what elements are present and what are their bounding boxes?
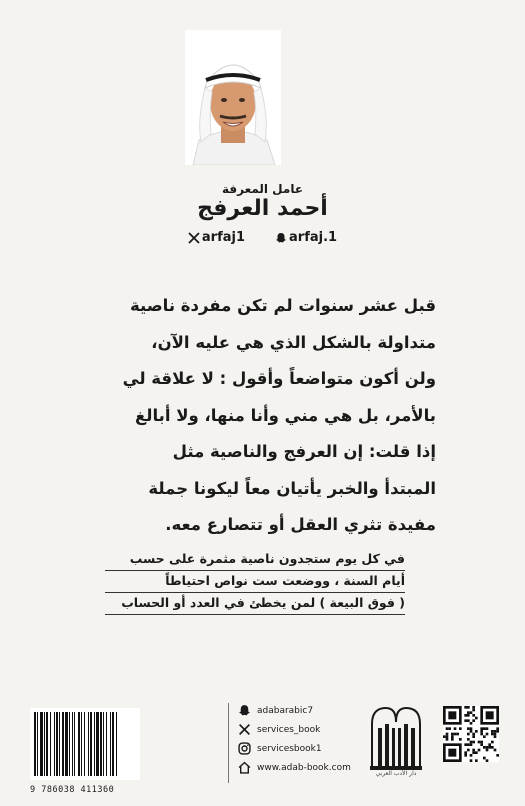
note-line: في كل يوم ستجدون ناصية مثمرة على حسب <box>129 551 405 566</box>
footer-divider <box>228 703 229 783</box>
author-title: عامل المعرفة <box>221 182 304 196</box>
author-portrait-illustration <box>185 30 281 165</box>
qr-code-pattern <box>443 706 499 762</box>
note-underline <box>105 592 405 593</box>
blurb-line: قبل عشر سنوات لم تكن مفردة ناصية <box>129 296 436 315</box>
x-handle-text: arfaj1 <box>201 230 246 245</box>
contact-instagram[interactable] <box>238 739 351 758</box>
home-icon <box>238 761 251 774</box>
x-handle[interactable] <box>188 230 245 245</box>
contact-snapchat[interactable] <box>238 701 351 720</box>
note-underline <box>105 614 405 615</box>
contact-x-text: services_book <box>257 724 321 735</box>
publisher-logo <box>366 702 426 774</box>
publisher-name: دار الأدب العربي <box>375 770 417 777</box>
instagram-icon <box>238 742 251 755</box>
publisher-contacts <box>238 701 351 777</box>
x-logo-icon <box>238 723 251 736</box>
blurb-line: إذا قلت: إن العرفج والناصية مثل <box>172 442 436 461</box>
author-social-handles <box>0 230 525 245</box>
contact-instagram-text: servicesbook1 <box>257 743 322 754</box>
back-cover-blurb <box>90 288 436 544</box>
blurb-line: مفيدة تثري العقل أو تتصارع معه. <box>165 515 436 534</box>
author-name: أحمد العرفج <box>197 196 328 221</box>
barcode <box>30 708 140 780</box>
isbn-barcode <box>30 708 140 780</box>
qr-code[interactable] <box>443 706 499 762</box>
book-note <box>105 548 405 614</box>
snapchat-icon <box>238 704 251 717</box>
blurb-line: متداولة بالشكل الذي هي عليه الآن، <box>151 332 436 352</box>
contact-website-text: www.adab-book.com <box>257 762 351 773</box>
isbn-number: 9 786038 411360 <box>30 785 115 795</box>
blurb-line: ولن أكون متواضعاً وأقول : لا علاقة لي <box>122 369 436 388</box>
snapchat-icon <box>275 232 287 244</box>
note-line: ( فوق البيعة ) لمن يخطئ في العدد أو الحساب <box>121 595 405 610</box>
blurb-line: المبتدأ والخبر يأتيان معاً ليكونا جملة <box>148 478 436 498</box>
snapchat-handle-text: arfaj.1 <box>289 230 338 245</box>
note-underline <box>105 570 405 571</box>
snapchat-handle[interactable] <box>275 230 337 245</box>
x-logo-icon <box>188 232 200 244</box>
author-photo <box>185 30 281 165</box>
contact-x[interactable] <box>238 720 351 739</box>
contact-snapchat-text: adabarabic7 <box>257 705 314 716</box>
note-line: أيام السنة ، ووضعت ست نواص احتياطاً <box>165 573 405 588</box>
blurb-line: بالأمر، بل هي مني وأنا منها، ولا أبالغ <box>134 405 436 425</box>
contact-website[interactable] <box>238 758 351 777</box>
